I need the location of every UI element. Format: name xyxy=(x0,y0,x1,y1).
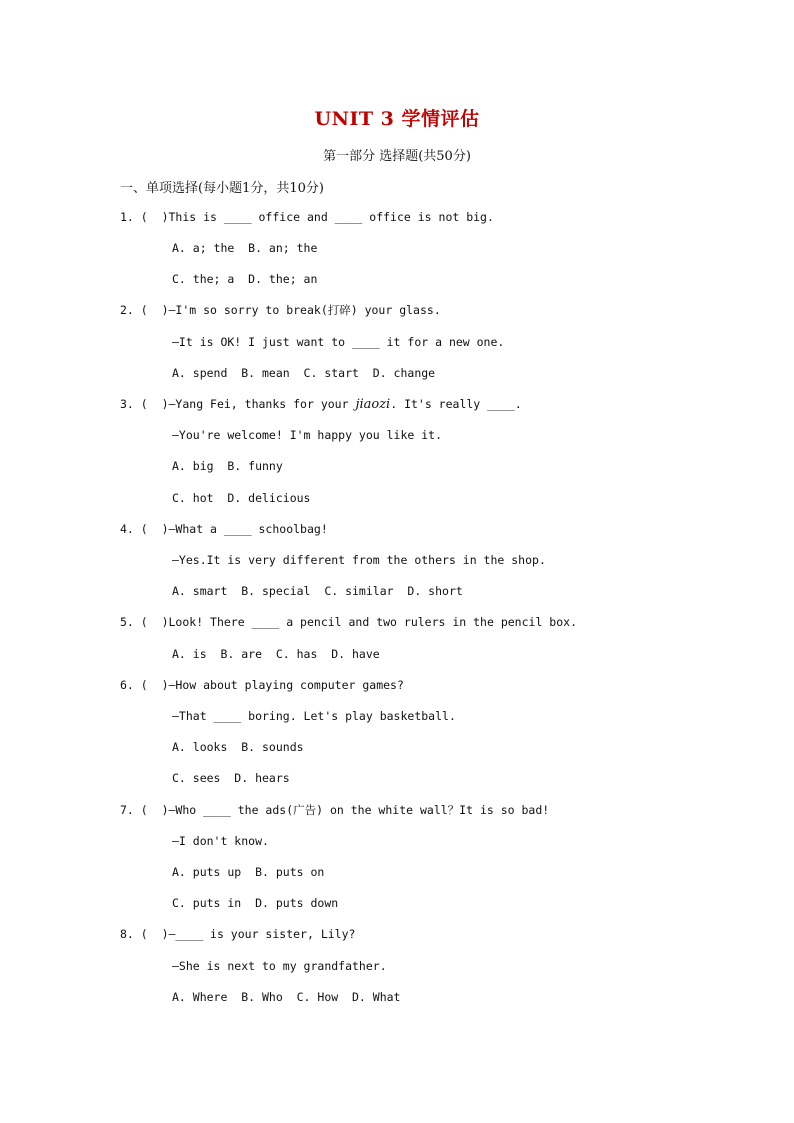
question-number: 6. xyxy=(120,678,134,692)
question-stem: —What a ____ schoolbag! xyxy=(168,522,328,536)
question-stem: —____ is your sister, Lily? xyxy=(168,927,356,941)
question-number: 2. xyxy=(120,303,134,317)
question-6-options-a: A. looks B. sounds xyxy=(172,740,304,754)
question-8 xyxy=(120,926,355,942)
question-2-reply: —It is OK! I just want to ____ it for a new one. xyxy=(172,335,505,349)
answer-bracket: ( ) xyxy=(140,210,169,224)
question-8-reply: —She is next to my grandfather. xyxy=(172,959,387,973)
question-7-reply: —I don't know. xyxy=(172,834,269,848)
question-stem: —Who ____ the ads(广告) on the white wall？It is so bad! xyxy=(168,803,550,817)
question-7-options-a: A. puts up B. puts on xyxy=(172,865,325,879)
question-4 xyxy=(120,521,328,537)
question-3-options-c: C. hot D. delicious xyxy=(172,491,311,505)
question-7 xyxy=(120,802,549,818)
question-6-reply: —That ____ boring. Let's play basketball. xyxy=(172,709,456,723)
question-stem: This is ____ office and ____ office is not big. xyxy=(168,210,494,224)
answer-bracket: ( ) xyxy=(140,397,169,411)
question-2-options: A. spend B. mean C. start D. change xyxy=(172,366,436,380)
pinyin-word: jiaozi xyxy=(355,397,391,412)
question-7-options-c: C. puts in D. puts down xyxy=(172,896,339,910)
question-number: 4. xyxy=(120,522,134,536)
question-2 xyxy=(120,302,441,318)
question-stem-end: . It's really ____. xyxy=(390,397,522,411)
question-stem: —I'm so sorry to break(打碎) your glass. xyxy=(168,303,441,317)
question-4-reply: —Yes.It is very different from the others in the shop. xyxy=(172,553,546,567)
question-stem: —How about playing computer games? xyxy=(168,678,404,692)
question-1-options-a: A. a; the B. an; the xyxy=(172,241,318,255)
question-1-options-c: C. the; a D. the; an xyxy=(172,272,318,286)
question-number: 8. xyxy=(120,927,134,941)
question-number: 1. xyxy=(120,210,134,224)
question-6-options-c: C. sees D. hears xyxy=(172,771,290,785)
question-number: 5. xyxy=(120,615,134,629)
answer-bracket: ( ) xyxy=(140,522,169,536)
answer-bracket: ( ) xyxy=(140,678,169,692)
question-stem-start: —Yang Fei, thanks for your xyxy=(168,397,356,411)
question-4-options: A. smart B. special C. similar D. short xyxy=(172,584,463,598)
question-8-options: A. Where B. Who C. How D. What xyxy=(172,990,401,1004)
question-3 xyxy=(120,396,522,413)
answer-bracket: ( ) xyxy=(140,927,169,941)
question-3-options-a: A. big B. funny xyxy=(172,459,283,473)
question-1 xyxy=(120,209,494,225)
answer-bracket: ( ) xyxy=(140,615,169,629)
question-6 xyxy=(120,677,404,693)
answer-bracket: ( ) xyxy=(140,303,169,317)
question-3-reply: —You're welcome! I'm happy you like it. xyxy=(172,428,443,442)
section-heading: 一、单项选择(每小题1分，共10分) xyxy=(120,181,324,196)
question-5-options: A. is B. are C. has D. have xyxy=(172,647,380,661)
question-number: 3. xyxy=(120,397,134,411)
question-stem: Look! There ____ a pencil and two rulers in the pencil box. xyxy=(168,615,577,629)
question-5 xyxy=(120,614,577,630)
answer-bracket: ( ) xyxy=(140,803,169,817)
part-subtitle: 第一部分 选择题(共50分) xyxy=(323,149,471,164)
question-number: 7. xyxy=(120,803,134,817)
page-title: UNIT 3 学情评估 xyxy=(314,108,480,130)
